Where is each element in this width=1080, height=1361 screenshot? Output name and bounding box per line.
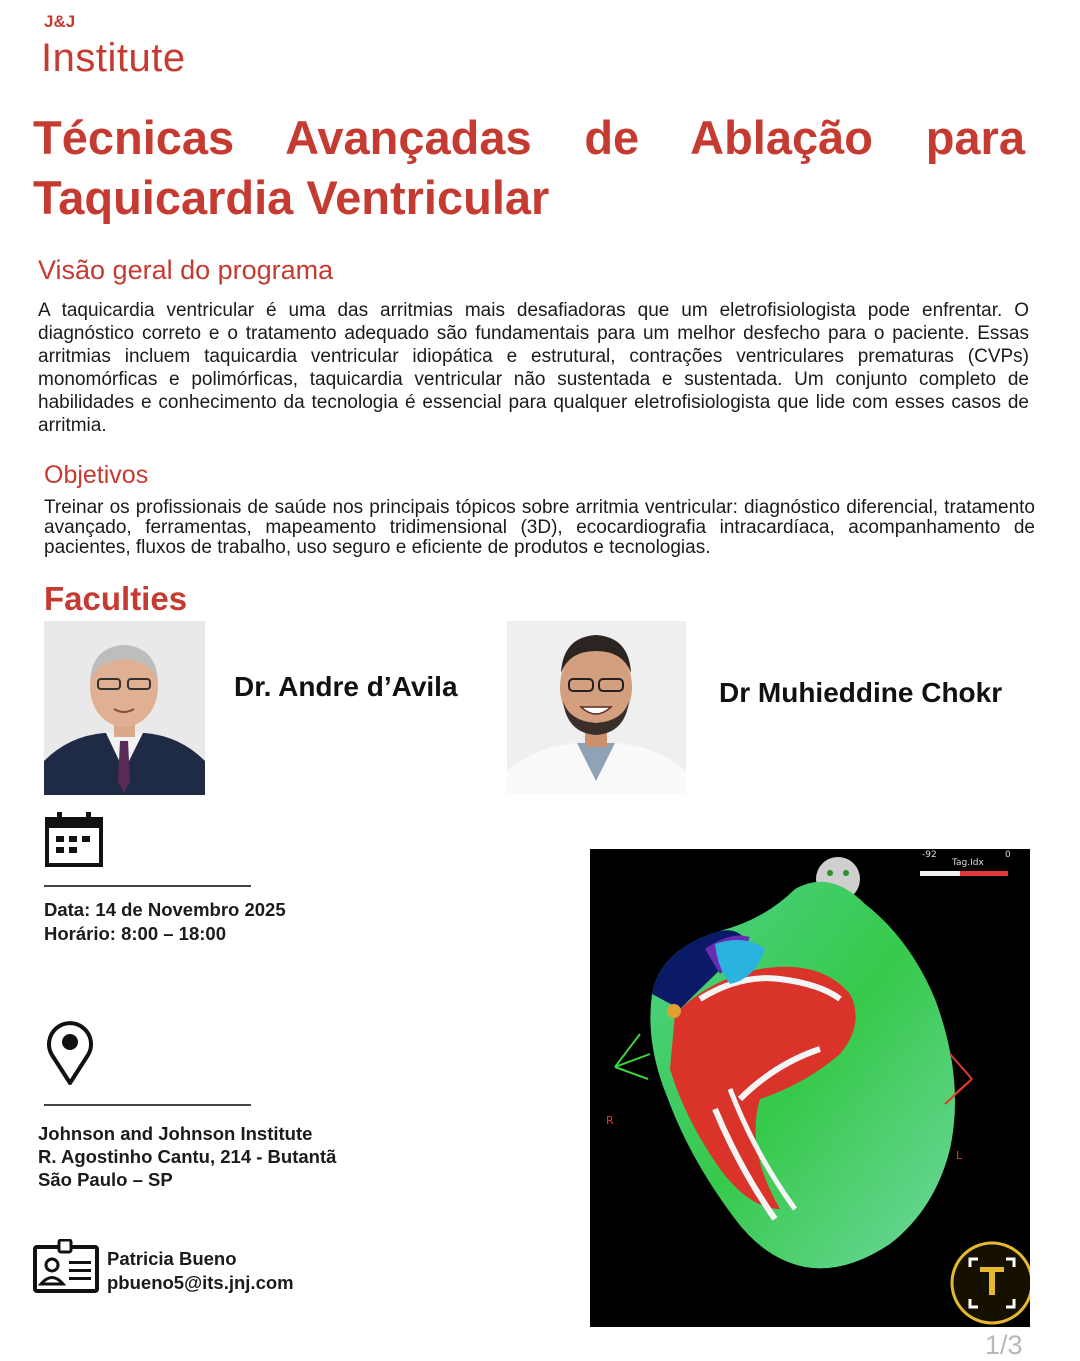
overview-heading: Visão geral do programa: [38, 255, 334, 285]
axis-label-left: L: [956, 1149, 963, 1162]
event-time: Horário: 8:00 – 18:00: [44, 923, 227, 944]
contact-email[interactable]: pbueno5@its.jnj.com: [107, 1272, 294, 1293]
page-title: Técnicas Avançadas de Ablação para Taquicardia Ventricular: [33, 111, 1025, 224]
brand-institute: Institute: [41, 36, 186, 80]
scale-label: Tag.Idx: [952, 858, 984, 868]
location-address: [38, 1122, 336, 1191]
scale-min: -92: [922, 850, 937, 860]
overview-text: A taquicardia ventricular é uma das arritmias mais desafiadoras que um eletrofisiologista pode enfrentar. O diagnóstico correto e o tratamento adequado são fundamentais para um melhor desfecho para o paciente. Essas arritmias incluem taquicardia ventricular idiopática e estrutural, contrações ventriculares prematuras (CVPs) monomórficas e polimórficas, taquicardia ventricular não sustentada e sustentada. Um conjunto completo de habilidades e conhecimento da tecnologia é essencial para qualquer eletrofisiologista que lide com esses casos de arritmia.: [38, 300, 1029, 436]
contact-info: [107, 1247, 294, 1295]
axis-label-right: R: [606, 1114, 614, 1127]
scale-max: 0: [1005, 850, 1011, 860]
heart-map-image: [590, 849, 1030, 1327]
location-line2: R. Agostinho Cantu, 214 - Butantã: [38, 1146, 337, 1167]
contact-name: Patricia Bueno: [107, 1248, 237, 1269]
faculty-name-andre: Dr. Andre d’Avila: [234, 671, 458, 702]
event-datetime: [44, 898, 286, 946]
location-line3: São Paulo – SP: [38, 1169, 173, 1190]
date-divider: [44, 885, 251, 887]
event-date: Data: 14 de Novembro 2025: [44, 899, 286, 920]
objectives-heading: Objetivos: [44, 461, 149, 489]
contact-card-icon: [33, 1239, 99, 1293]
text-recognition-icon[interactable]: [952, 1243, 1030, 1323]
faculties-heading: Faculties: [44, 580, 188, 617]
page-indicator: 1/3: [985, 1330, 1023, 1360]
objectives-text: Treinar os profissionais de saúde nos principais tópicos sobre arritmia ventricular: diagnóstico diferencial, tratamento avançado, ferramentas, mapeamento tridimensional (3D), ecocardiografia intracardíaca, acompanhamento de pacientes, fluxos de trabalho, uso seguro e eficiente de produtos e tecnologias.: [44, 497, 1035, 558]
brand-small: J&J: [44, 12, 76, 31]
faculty-photo-muhieddine: [507, 621, 686, 794]
faculty-photo-andre: [44, 621, 205, 795]
location-line1: Johnson and Johnson Institute: [38, 1123, 313, 1144]
location-divider: [44, 1104, 251, 1106]
location-pin-icon: [46, 1019, 94, 1085]
calendar-icon: [45, 811, 103, 867]
faculty-name-muhieddine: Dr Muhieddine Chokr: [719, 677, 1003, 708]
